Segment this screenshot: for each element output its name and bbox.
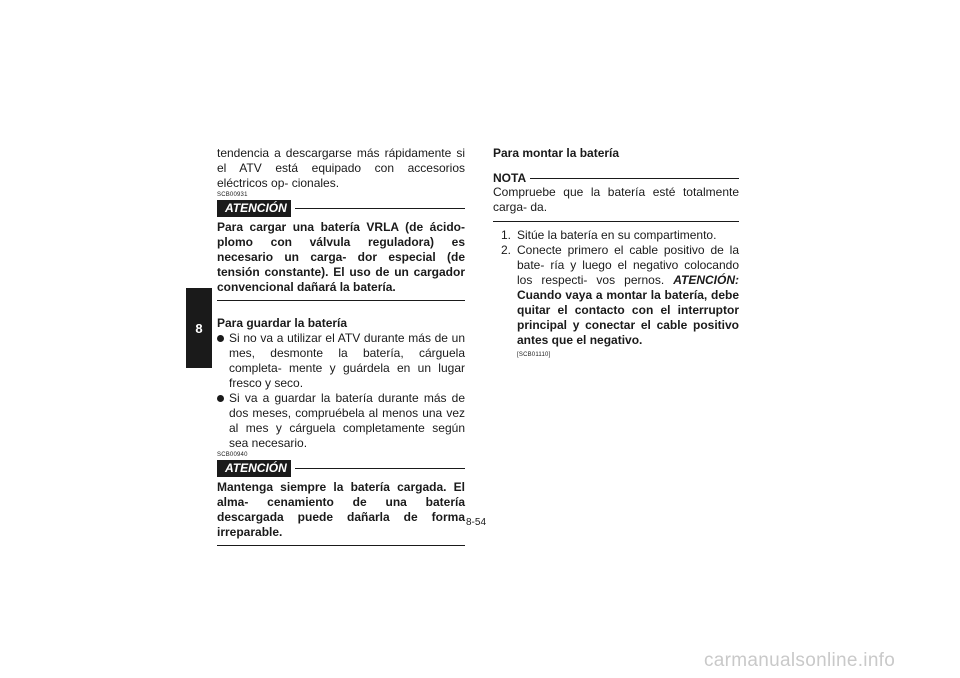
caution-rule xyxy=(295,468,465,469)
caution-label: ATENCIÓN xyxy=(217,200,291,217)
chapter-tab xyxy=(186,288,212,368)
install-heading: Para montar la batería xyxy=(493,146,620,160)
chapter-number: 8 xyxy=(195,320,203,336)
note-text: Compruebe que la batería esté totalmente carga- da. xyxy=(493,185,739,214)
caution-code: SCB00940 xyxy=(217,452,248,458)
list-item-text: Si va a guardar la batería durante más de dos meses, compruébela al menos una vez al mes y cárguela completamente según sea necesario. xyxy=(229,391,465,450)
list-item xyxy=(217,331,465,391)
intro-paragraph: tendencia a descargarse más rápidamente si el ATV está equipado con accesorios eléctricos op- cionales. xyxy=(217,146,465,190)
note-label: NOTA xyxy=(493,170,527,185)
caution-code: SCB00931 xyxy=(217,192,248,198)
bullet-icon xyxy=(217,335,224,342)
list-item-text: Si no va a utilizar el ATV durante más de un mes, desmonte la batería, cárguela completa- mente y guárdela en un lugar fresco y seco. xyxy=(229,331,465,390)
caution-label: ATENCIÓN xyxy=(217,460,291,477)
note-header xyxy=(493,171,739,185)
step-item xyxy=(501,243,739,359)
caution-rule xyxy=(295,208,465,209)
note-box xyxy=(493,171,739,222)
caution-text: Mantenga siempre la batería cargada. El alma- cenamiento de una batería descargada puede dañarla de forma irreparable. xyxy=(217,480,465,539)
left-column xyxy=(217,146,465,546)
step-item xyxy=(501,228,739,243)
step-text: Conecte primero el cable positivo de la bate- ría y luego el negativo colocando los respecti- vos pernos. xyxy=(517,243,739,287)
step-caution-label: ATENCIÓN: xyxy=(673,273,739,287)
caution-box-charging xyxy=(217,191,465,301)
storage-heading: Para guardar la batería xyxy=(217,316,348,330)
page-number: 8-54 xyxy=(466,517,487,528)
caution-header xyxy=(217,200,465,217)
caution-bottom-rule xyxy=(217,545,465,546)
watermark: carmanualsonline.info xyxy=(704,650,896,671)
storage-list xyxy=(217,331,465,451)
install-steps xyxy=(493,228,739,359)
caution-text: Para cargar una batería VRLA (de ácido-plomo con válvula reguladora) es necesario un carga- dor especial (de tensión constante). El uso de un cargador convencional dañará la batería. xyxy=(217,220,465,294)
step-number: 1. xyxy=(501,228,512,242)
step-number: 2. xyxy=(501,243,512,257)
bullet-icon xyxy=(217,395,224,402)
note-rule xyxy=(530,178,739,179)
caution-box-storage xyxy=(217,451,465,546)
caution-header xyxy=(217,460,465,477)
step-caution-code: [SCB01110] xyxy=(517,352,551,358)
list-item xyxy=(217,391,465,451)
note-bottom-rule xyxy=(493,221,739,222)
step-text: Sitúe la batería en su compartimento. xyxy=(517,228,717,242)
right-column xyxy=(493,146,739,359)
step-caution-text: Cuando vaya a montar la batería, debe quitar el contacto con el interruptor principal y conectar el cable positivo antes que el negativo. xyxy=(517,288,739,347)
